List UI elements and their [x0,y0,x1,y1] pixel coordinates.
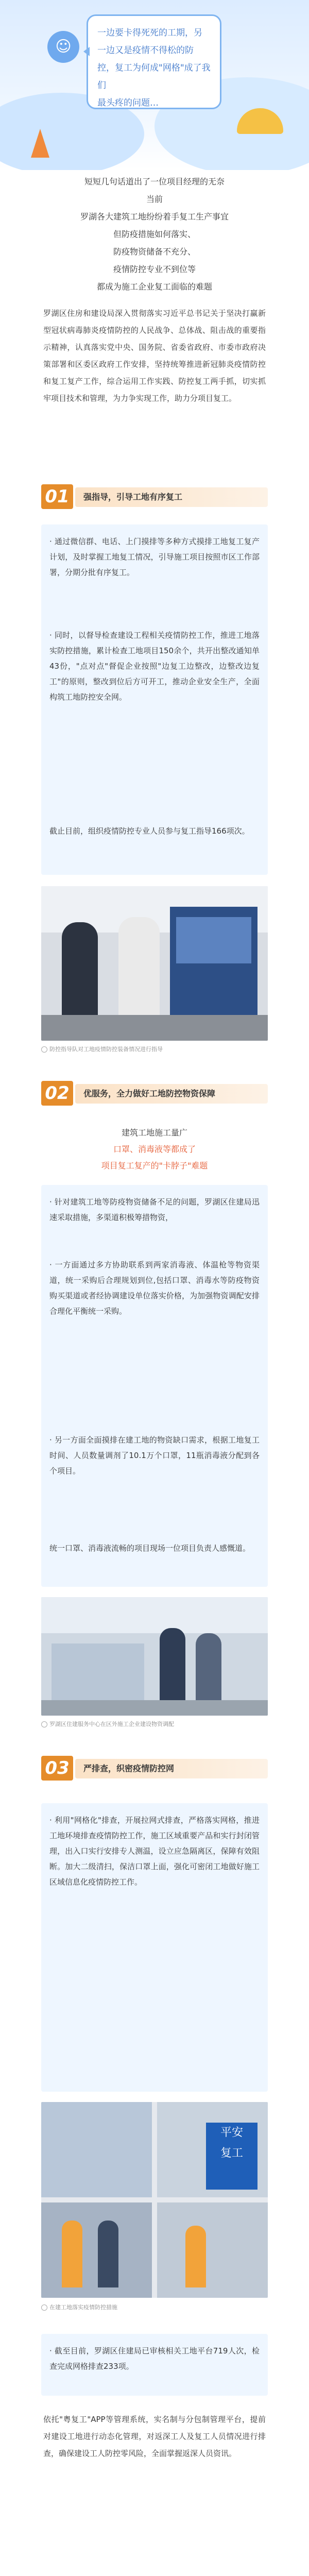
card-paragraph: · 一方面通过多方协助联系到两家消毒液、体温枪等物资渠道，统一采购后合理规划到位,包括口罩、消毒水等防疫物资购买渠道或者经协调建设单位落实价格，为加强物资调配安排合理化平衡统一采购。 [49,1260,260,1316]
supplies-photo [41,1597,268,1716]
section2-card [41,1185,268,1587]
card-paragraph: · 通过微信群、电话、上门摸排等多种方式摸排工地复工复产计划，及时掌握工地复工情况，引导施工项目按照市区工作部署，分期分批有序复工。 [49,537,260,577]
photo-caption: 防控指导队对工地疫情防控装备情况进行指导 [41,1045,268,1053]
section-title: 严排查，织密疫情防控网 [83,1764,175,1773]
safety-board: 平安 复工 [206,2123,258,2190]
worker-avatar-icon: ☺ [47,31,79,63]
section1-card [41,524,268,875]
intro-line: 罗湖各大建筑工地纷纷着手复工生产事宜 [80,212,229,222]
bubble-line: 一边又是疫情不得松的防 [97,45,194,56]
info-icon [41,1046,47,1053]
info-icon [41,2304,47,2311]
intro-line: 疫情防控专业不到位等 [113,264,196,274]
section3-card [41,1803,268,2092]
section-header-2 [41,1077,268,1113]
photo-caption: 在建工地落实疫情防控措施 [41,2303,268,2311]
section-number: 01 [41,484,73,509]
intro-line: 当前 [146,194,163,204]
card-paragraph: 统一口罩、消毒液流畅的项目现场一位项目负责人感慨道。 [49,1544,251,1553]
section-title: 优服务，全力做好工地防控物资保障 [83,1089,216,1098]
intro-line: 都成为施工企业复工面临的难题 [96,282,212,292]
card-paragraph: · 针对建筑工地等防疫物资储备不足的问题，罗湖区住建局迅速采取措施，多渠道积极筹措物资， [49,1197,260,1222]
card-paragraph: · 同时，以督导检查建设工程相关疫情防控工作，推进工地落实防控措施，累计检查工地项目150余个，共开出整改通知单43份，"点对点"督促企业按照"边复工边整改，边整改边复工"的原则，整改到位后方可开工，推动企业安全生产，全面构筑工地防控安全网。 [49,631,260,702]
section3-paragraph: 依托"粤复工"APP等管理系统，实名制与分包制管理平台，提前对建设工地进行动态化管理，对返深工人及复工人员情况进行排查，确保建设工人防控零风险，全面掌握返深人员资讯。 [43,2415,266,2458]
card-paragraph: · 利用"网格化"排查，开展拉网式排查，严格落实网格，推进工地环境排查疫情防控工作，施工区域重要产品和实行封闭管理，出入口实行安排专人测温，设立应急隔离区，保障有效阻断。加大二级清扫，保洁口罩上面，强化可密闭工地做好施工区域信息化疫情防控工作。 [49,1816,260,1887]
intro-paragraph: 罗湖区住房和建设局深入贯彻落实习近平总书记关于坚决打赢新型冠状病毒肺炎疫情防控的人民战争、总体战、阻击战的重要指示精神，认真落实党中央、国务院、省委省政府、市委市政府决策部署和区委区政府工作安排，坚持统筹推进新冠肺炎疫情防控和复工复产工作，综合运用工作实践、防控复工两手抓，切实抓牢项目技术和管理，为力争实现工作，助力分项目复工。 [43,309,266,403]
section-number: 03 [41,1756,73,1781]
card-paragraph: · 另一方面全面摸排在建工地的物资缺口需求，根据工地复工时间、人员数量调剂了10.1万个口罩，11瓶消毒液分配到各个项目。 [49,1435,260,1476]
traffic-cone-icon [31,129,49,158]
section-header-1 [41,480,268,516]
section3-card-2 [41,2334,268,2396]
section-title: 强指导，引导工地有序复工 [83,492,183,502]
section-number: 02 [41,1081,73,1106]
bubble-line: 最头疼的问题… [97,98,159,108]
section-header-3 [41,1752,268,1788]
bubble-line: 控，复工为何成"网格"成了我们 [97,63,211,91]
speech-bubble [87,14,221,109]
card-paragraph: · 截至目前，罗湖区住建局已审核相关工地平台719人次，检查完成网格排查233项。 [49,2346,260,2371]
intro-line: 但防疫措施如何落实、 [113,229,196,239]
info-icon [41,1721,47,1727]
header-banner [0,0,309,170]
center-line: 建筑工地施工量广 [121,1128,187,1138]
intro-line: 防疫物资储备不充分、 [113,247,196,257]
inspection-photo [41,886,268,1041]
card-paragraph: 截止目前，组织疫情防控专业人员参与复工指导166项次。 [49,826,250,836]
center-line: 口罩、消毒液等都成了 [113,1144,196,1154]
intro-line: 短短几句话道出了一位项目经理的无奈 [84,177,225,187]
center-line: 项目复工复产的"卡脖子"难题 [101,1161,208,1171]
site-photo [41,2102,268,2298]
photo-caption: 罗湖区住建服务中心在区外施工企业建设物资调配 [41,1720,268,1728]
bubble-line: 一边要卡得死死的工期，另 [97,28,202,38]
